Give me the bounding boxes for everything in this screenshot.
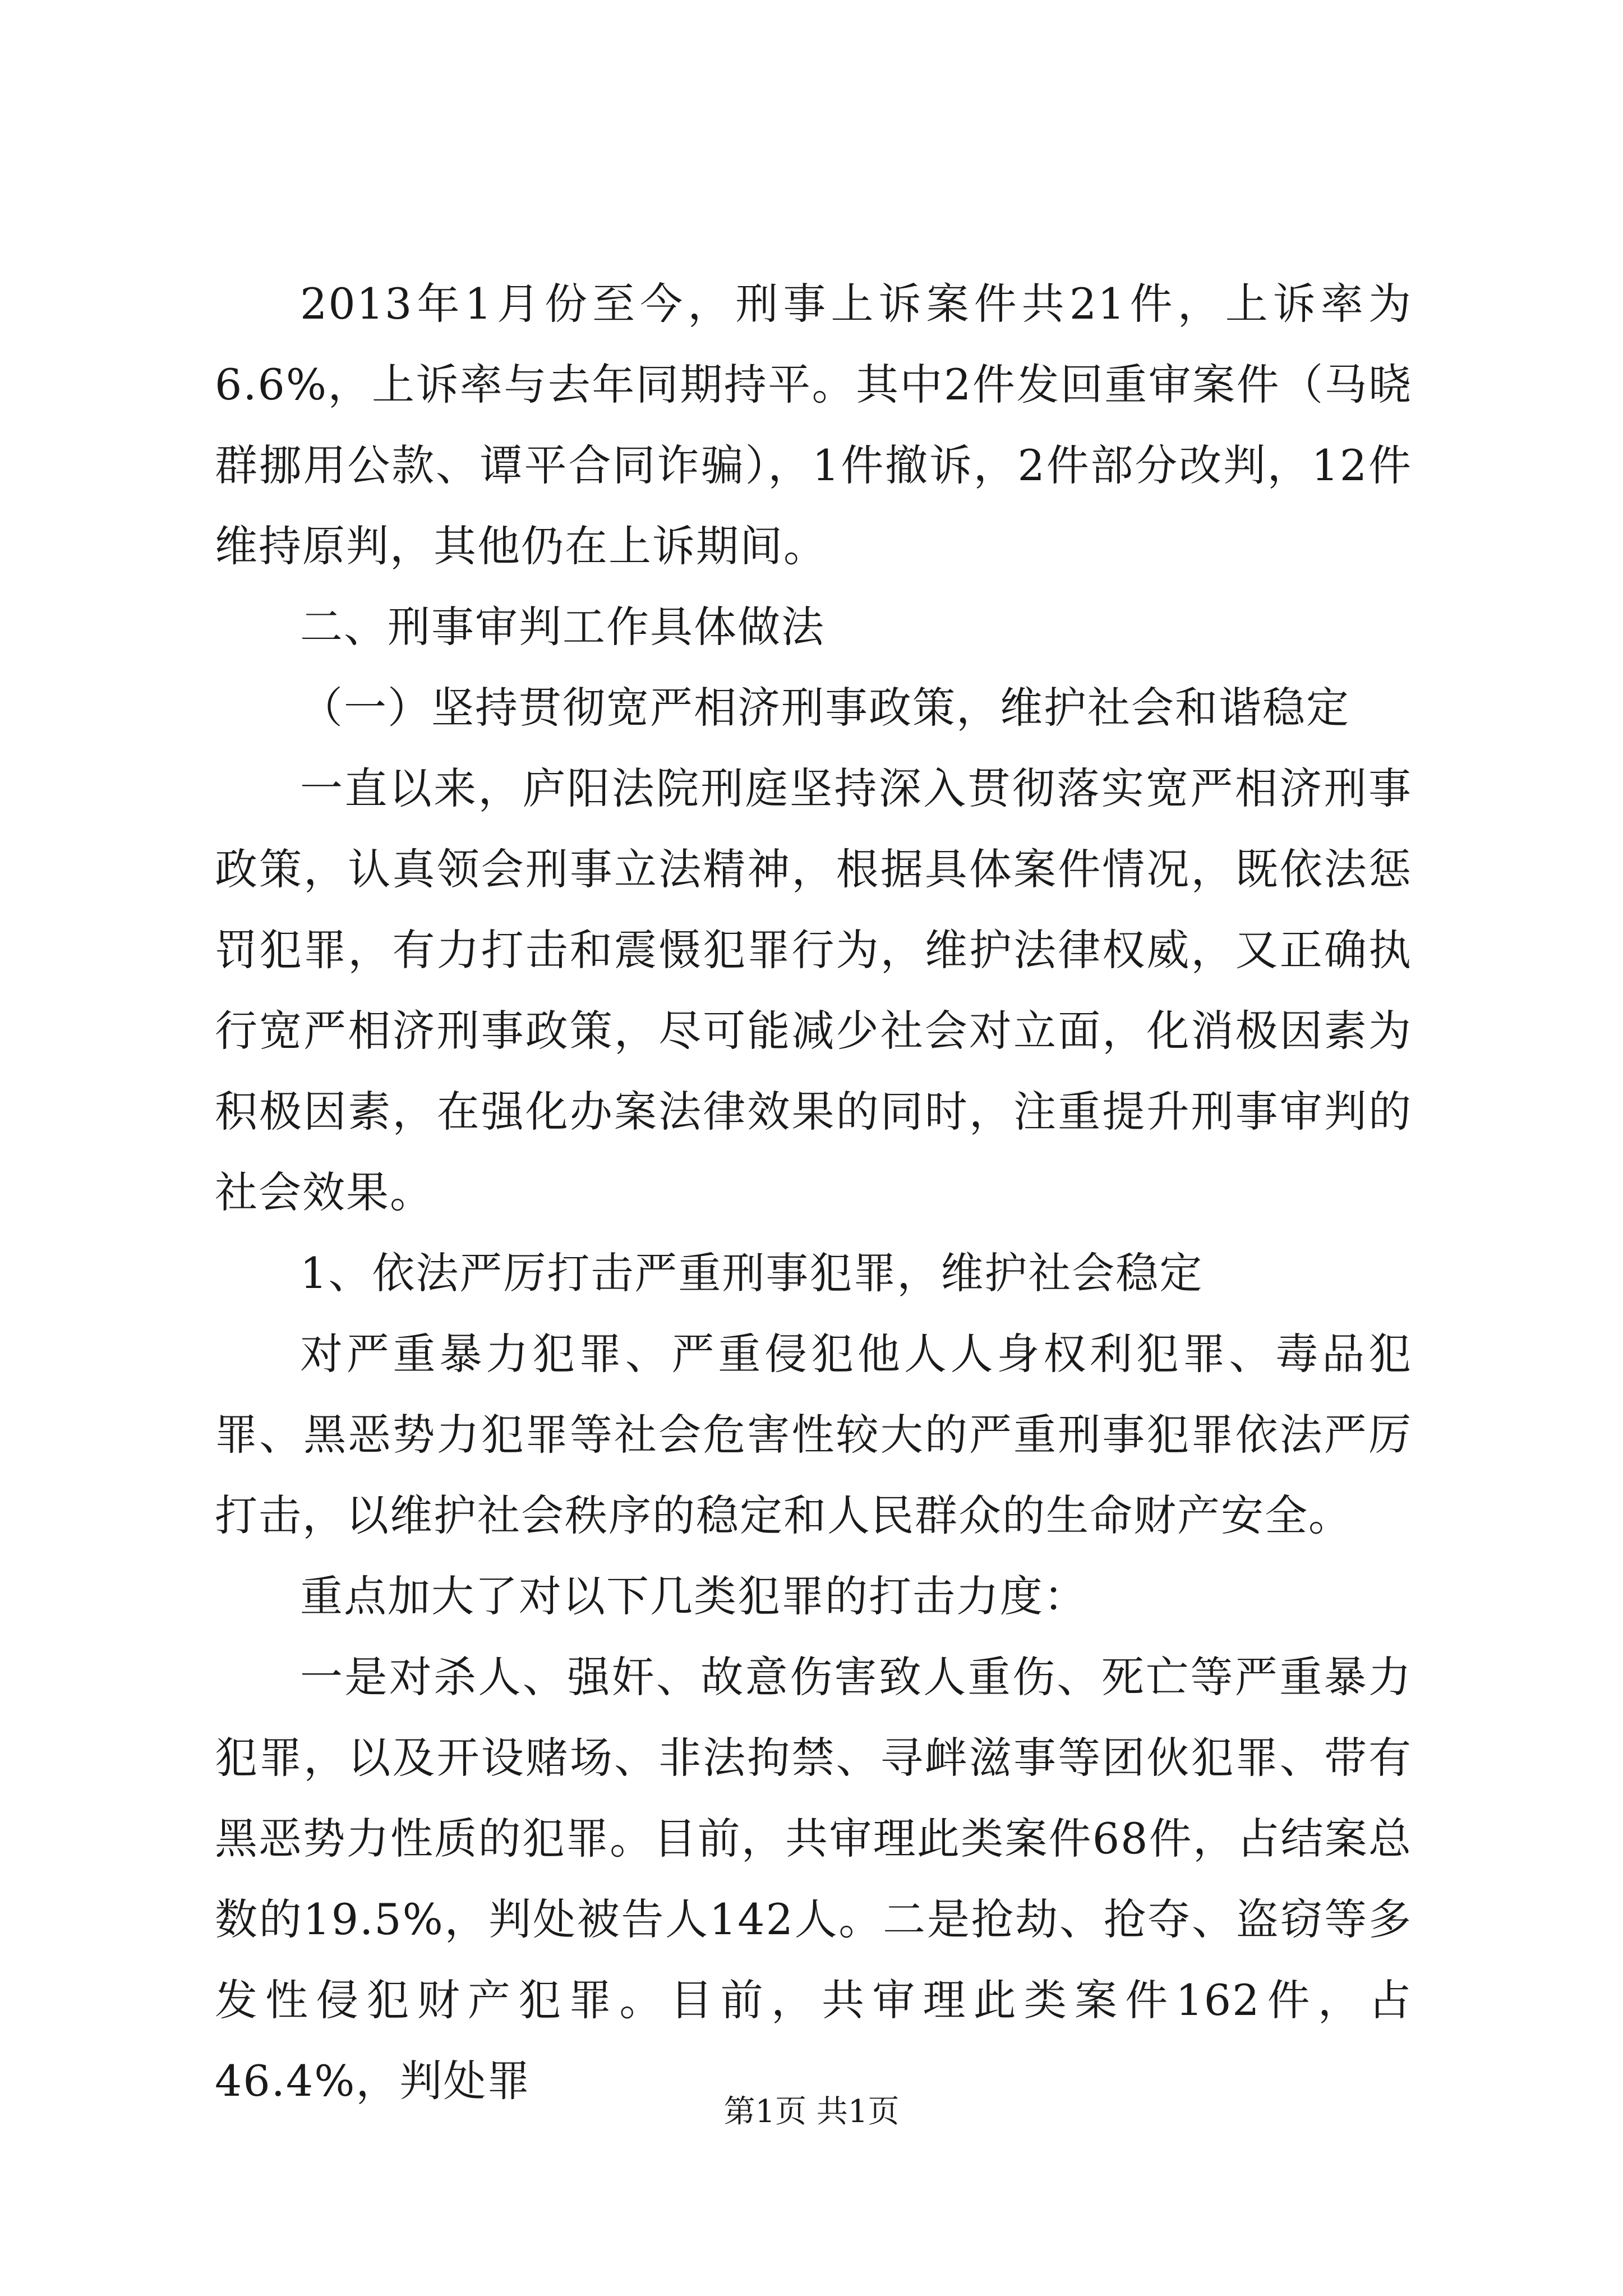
- paragraph-focus-intro: 重点加大了对以下几类犯罪的打击力度：: [300, 1571, 1087, 1621]
- paragraph-appeal-statistics: 2013年1月份至今，刑事上诉案件共21件，上诉率为6.6%，上诉率与去年同期持平。其中2件发回重审案件（马晓群挪用公款、谭平合同诈骗），1件撤诉，2件部分改判，12件维持原判，其他仍在上诉期间。: [215, 279, 1412, 571]
- page-number-footer: 第1页 共1页: [723, 2093, 900, 2130]
- item-heading-strike-crime: 1、依法严厉打击严重刑事犯罪，维护社会稳定: [300, 1248, 1204, 1298]
- paragraph-focus-categories: 一是对杀人、强奸、故意伤害致人重伤、死亡等严重暴力犯罪，以及开设赌场、非法拘禁、寻衅滋事等团伙犯罪、带有黑恶势力性质的犯罪。目前，共审理此类案件68件，占结案总数的19.5%，判处被告人142人。二是抢劫、抢夺、盗窃等多发性侵犯财产犯罪。目前，共审理此类案件162件，占46.4%，判处罪: [215, 1652, 1412, 2106]
- subsection-heading-policy: （一）坚持贯彻宽严相济刑事政策，维护社会和谐稳定: [300, 683, 1350, 733]
- document-body: [215, 264, 1412, 2122]
- paragraph-serious-crime: 对严重暴力犯罪、严重侵犯他人人身权利犯罪、毒品犯罪、黑恶势力犯罪等社会危害性较大的严重刑事犯罪依法严厉打击，以维护社会秩序的稳定和人民群众的生命财产安全。: [215, 1329, 1412, 1540]
- section-heading-trial-practices: 二、刑事审判工作具体做法: [300, 602, 825, 652]
- paragraph-policy-description: 一直以来，庐阳法院刑庭坚持深入贯彻落实宽严相济刑事政策，认真领会刑事立法精神，根据具体案件情况，既依法惩罚犯罪，有力打击和震慑犯罪行为，维护法律权威，又正确执行宽严相济刑事政策，尽可能减少社会对立面，化消极因素为积极因素，在强化办案法律效果的同时，注重提升刑事审判的社会效果。: [215, 763, 1412, 1217]
